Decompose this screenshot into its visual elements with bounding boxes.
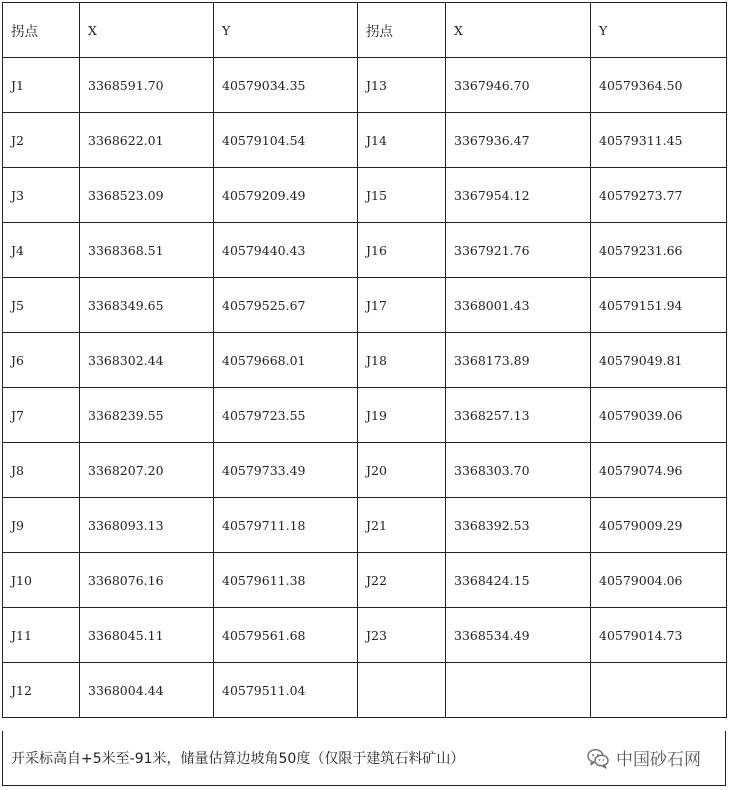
cell-x-value-2: 3368257.13 [446,388,591,443]
cell-point-name-2: J20 [358,443,446,498]
table-row [3,498,727,553]
cell-y-value: 40579733.49 [214,443,358,498]
cell-y-value-2: 40579049.81 [591,333,727,388]
table-row [3,553,727,608]
header-x-2: X [446,3,591,58]
table-row [3,278,727,333]
brand-name: 中国砂石网 [616,750,701,770]
table-row [3,663,727,718]
cell-point-name: J12 [3,663,80,718]
cell-x-value: 3368004.44 [80,663,214,718]
cell-point-name-2: J14 [358,113,446,168]
cell-x-value: 3368093.13 [80,498,214,553]
table-body [3,58,727,718]
cell-y-value-2: 40579039.06 [591,388,727,443]
cell-x-value-2: 3367946.70 [446,58,591,113]
cell-y-value: 40579525.67 [214,278,358,333]
wechat-icon [586,747,610,769]
cell-x-value: 3368622.01 [80,113,214,168]
cell-point-name: J3 [3,168,80,223]
table-row [3,443,727,498]
cell-x-value: 3368368.51 [80,223,214,278]
cell-y-value-2: 40579151.94 [591,278,727,333]
cell-point-name-2 [358,663,446,718]
cell-point-name-2: J15 [358,168,446,223]
cell-x-value-2: 3368173.89 [446,333,591,388]
table-header-row [3,3,727,58]
cell-y-value-2: 40579231.66 [591,223,727,278]
cell-x-value-2: 3368303.70 [446,443,591,498]
table-row [3,168,727,223]
cell-x-value-2: 3368001.43 [446,278,591,333]
header-inflection-point-2: 拐点 [358,3,446,58]
cell-x-value: 3368591.70 [80,58,214,113]
cell-x-value: 3368349.65 [80,278,214,333]
cell-x-value: 3368207.20 [80,443,214,498]
table-row [3,58,727,113]
cell-x-value-2: 3368424.15 [446,553,591,608]
cell-y-value: 40579104.54 [214,113,358,168]
cell-point-name-2: J22 [358,553,446,608]
cell-point-name-2: J13 [358,58,446,113]
cell-x-value-2: 3367954.12 [446,168,591,223]
cell-x-value: 3368076.16 [80,553,214,608]
header-x: X [80,3,214,58]
cell-y-value: 40579209.49 [214,168,358,223]
cell-point-name-2: J23 [358,608,446,663]
coordinate-table [2,2,727,718]
cell-point-name-2: J16 [358,223,446,278]
cell-y-value: 40579668.01 [214,333,358,388]
cell-point-name-2: J21 [358,498,446,553]
cell-x-value-2 [446,663,591,718]
cell-y-value: 40579561.68 [214,608,358,663]
header-y-2: Y [591,3,727,58]
cell-point-name: J8 [3,443,80,498]
cell-point-name: J5 [3,278,80,333]
cell-point-name: J9 [3,498,80,553]
cell-x-value: 3368239.55 [80,388,214,443]
footer-note-row [2,731,726,786]
watermark-brand [586,745,701,770]
table-row [3,113,727,168]
cell-y-value: 40579034.35 [214,58,358,113]
cell-point-name-2: J18 [358,333,446,388]
cell-y-value: 40579440.43 [214,223,358,278]
cell-point-name-2: J19 [358,388,446,443]
cell-x-value-2: 3368392.53 [446,498,591,553]
cell-x-value: 3368523.09 [80,168,214,223]
cell-x-value-2: 3367921.76 [446,223,591,278]
coordinate-table-container [2,2,726,718]
cell-y-value: 40579711.18 [214,498,358,553]
cell-y-value-2: 40579273.77 [591,168,727,223]
cell-x-value-2: 3368534.49 [446,608,591,663]
cell-y-value-2: 40579014.73 [591,608,727,663]
cell-y-value-2: 40579004.06 [591,553,727,608]
cell-y-value: 40579511.04 [214,663,358,718]
cell-point-name: J6 [3,333,80,388]
cell-point-name: J11 [3,608,80,663]
cell-x-value: 3368302.44 [80,333,214,388]
mining-note: 开采标高自+5米至-91米，储量估算边坡角50度（仅限于建筑石料矿山） [11,751,465,767]
cell-y-value-2: 40579311.45 [591,113,727,168]
cell-y-value-2: 40579074.96 [591,443,727,498]
cell-y-value-2 [591,663,727,718]
table-row [3,388,727,443]
header-y: Y [214,3,358,58]
cell-y-value-2: 40579364.50 [591,58,727,113]
cell-y-value: 40579723.55 [214,388,358,443]
cell-point-name: J1 [3,58,80,113]
cell-x-value-2: 3367936.47 [446,113,591,168]
cell-x-value: 3368045.11 [80,608,214,663]
cell-point-name: J10 [3,553,80,608]
table-row [3,608,727,663]
cell-point-name: J4 [3,223,80,278]
header-inflection-point: 拐点 [3,3,80,58]
cell-point-name: J7 [3,388,80,443]
cell-y-value-2: 40579009.29 [591,498,727,553]
cell-y-value: 40579611.38 [214,553,358,608]
table-row [3,223,727,278]
cell-point-name: J2 [3,113,80,168]
table-row [3,333,727,388]
cell-point-name-2: J17 [358,278,446,333]
